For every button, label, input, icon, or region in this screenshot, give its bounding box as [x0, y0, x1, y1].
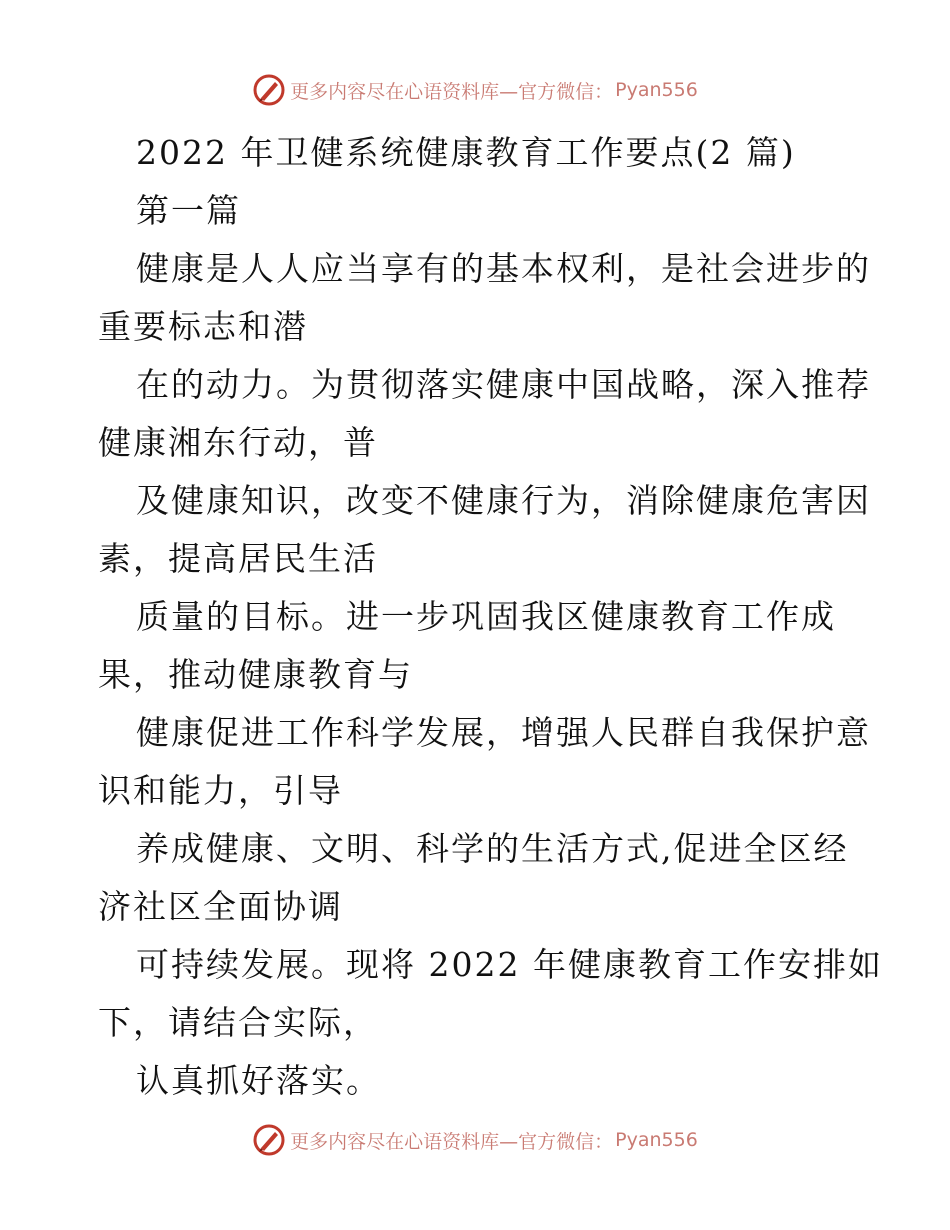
paragraph-line: 果，推动健康教育与	[98, 655, 413, 694]
paragraph-line: 健康湘东行动，普	[98, 423, 378, 462]
watermark-footer	[0, 1120, 950, 1160]
paragraph-line: 重要标志和潜	[98, 307, 308, 346]
paragraph-line: 素，提高居民生活	[98, 539, 378, 578]
section-heading: 第一篇	[136, 191, 241, 230]
watermark-header	[0, 70, 950, 110]
paragraph-line: 养成健康、文明、科学的生活方式,促进全区经	[136, 829, 849, 868]
paragraph-line: 认真抓好落实。	[136, 1061, 381, 1100]
watermark-text: 更多内容尽在心语资料库—官方微信：	[290, 1130, 614, 1153]
paragraph-line: 质量的目标。进一步巩固我区健康教育工作成	[136, 597, 836, 636]
watermark-text: 更多内容尽在心语资料库—官方微信：	[290, 80, 614, 103]
document-title: 2022 年卫健系统健康教育工作要点(2 篇)	[136, 133, 796, 172]
document-body	[98, 124, 883, 1110]
paragraph-line: 识和能力，引导	[98, 771, 343, 810]
paragraph-line: 健康促进工作科学发展，增强人民群自我保护意	[136, 713, 871, 752]
pen-badge-logo-icon	[252, 73, 286, 107]
pen-badge-logo-icon	[252, 1123, 286, 1157]
paragraph-line: 可持续发展。现将 2022 年健康教育工作安排如	[136, 945, 883, 984]
watermark-wechat-id: Pyan556	[615, 79, 698, 101]
paragraph-line: 下，请结合实际，	[98, 1003, 378, 1042]
paragraph-line: 济社区全面协调	[98, 887, 343, 926]
paragraph-line: 健康是人人应当享有的基本权利，是社会进步的	[136, 249, 871, 288]
paragraph-line: 及健康知识，改变不健康行为，消除健康危害因	[136, 481, 871, 520]
paragraph-line: 在的动力。为贯彻落实健康中国战略，深入推荐	[136, 365, 871, 404]
watermark-wechat-id: Pyan556	[615, 1129, 698, 1151]
